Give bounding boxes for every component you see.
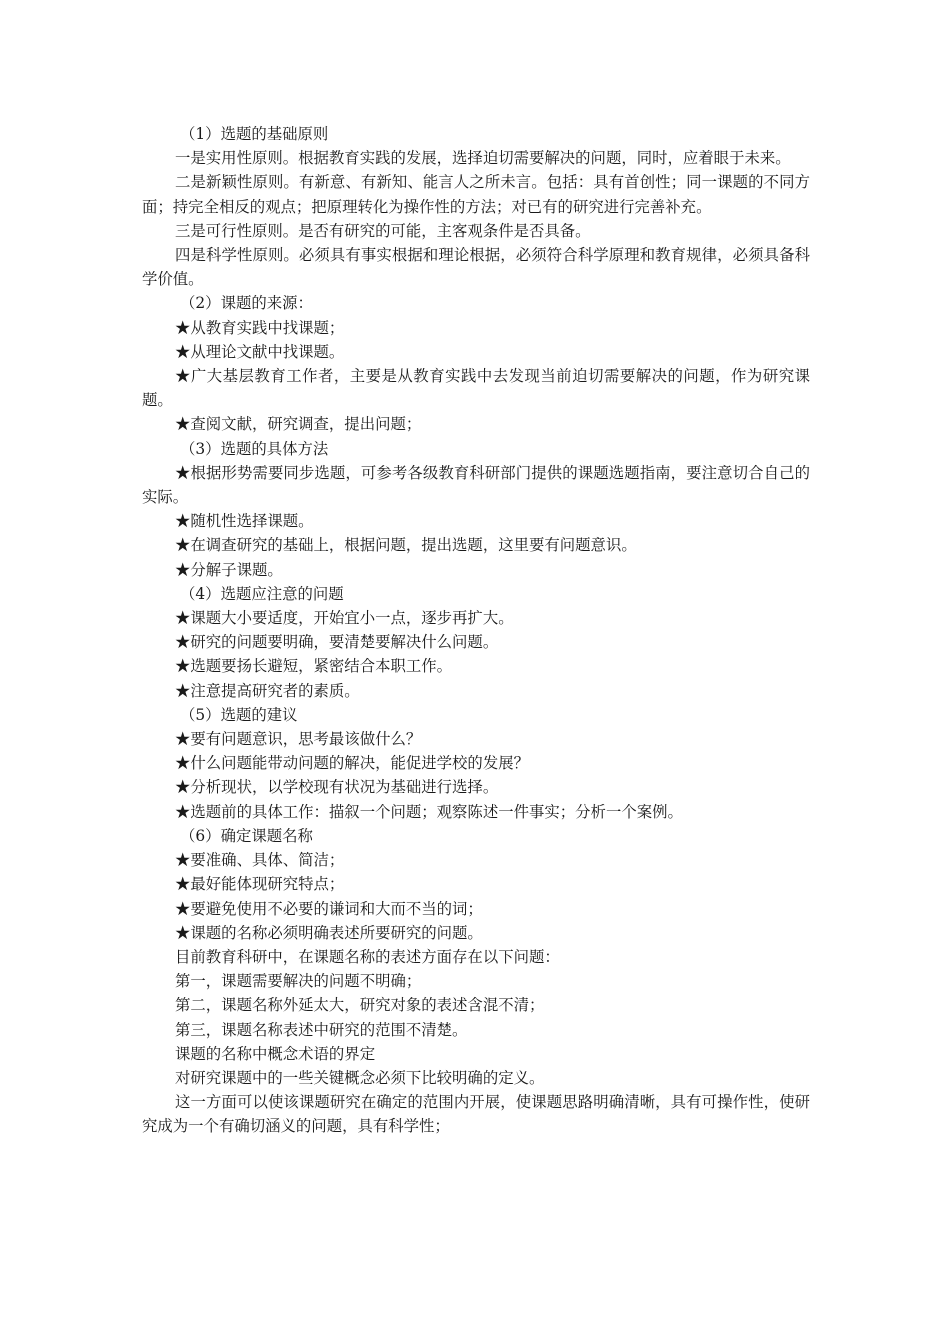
body-paragraph: ★选题前的具体工作：描叙一个问题；观察陈述一件事实；分析一个案例。 [175,802,683,821]
body-paragraph: ★注意提高研究者的素质。 [175,681,360,700]
body-paragraph: ★要准确、具体、简洁； [175,851,345,870]
body-paragraph: 课题的名称中概念术语的界定 [175,1044,376,1063]
body-paragraph: ★要有问题意识，思考最该做什么？ [175,730,422,749]
document-body [142,122,810,1139]
body-paragraph: ★随机性选择课题。 [175,512,314,531]
body-paragraph: ★分析现状，以学校现有状况为基础进行选择。 [175,778,499,797]
body-paragraph: ★根据形势需要同步选题，可参考各级教育科研部门提供的课题选题指南，要注意切合自己的实际。 [142,463,810,507]
body-paragraph: ★研究的问题要明确，要清楚要解决什么问题。 [175,633,499,652]
body-paragraph: ★广大基层教育工作者，主要是从教育实践中去发现当前迫切需要解决的问题，作为研究课题。 [142,367,810,410]
section-heading: （6）确定课题名称 [180,826,313,845]
body-paragraph: ★在调查研究的基础上，根据问题，提出选题，这里要有问题意识。 [175,536,637,555]
section-heading: （3）选题的具体方法 [180,439,329,458]
body-paragraph: 第一，课题需要解决的问题不明确； [175,972,422,991]
section-heading: （4）选题应注意的问题 [180,584,344,603]
body-paragraph: 第三，课题名称表述中研究的范围不清楚。 [175,1020,468,1039]
body-paragraph: ★从教育实践中找课题； [175,318,345,337]
body-paragraph: ★课题大小要适度，开始宜小一点，逐步再扩大。 [175,609,514,628]
body-paragraph: ★选题要扬长避短，紧密结合本职工作。 [175,657,453,676]
body-paragraph: 一是实用性原则。根据教育实践的发展，选择迫切需要解决的问题，同时，应着眼于未来。 [175,149,791,168]
body-paragraph: 对研究课题中的一些关键概念必须下比较明确的定义。 [175,1068,545,1087]
body-paragraph: ★查阅文献，研究调查，提出问题； [175,415,422,434]
body-paragraph: ★要避免使用不必要的谦词和大而不当的词； [175,899,483,918]
body-paragraph: 这一方面可以使该课题研究在确定的范围内开展，使课题思路明确清晰，具有可操作性，使研究成为一个有确切涵义的问题，具有科学性； [142,1093,810,1136]
section-heading: （1）选题的基础原则 [180,125,329,143]
section-heading: （2）课题的来源： [180,294,313,313]
body-paragraph: ★什么问题能带动问题的解决，能促进学校的发展？ [175,754,529,773]
body-paragraph: ★课题的名称必须明确表述所要研究的问题。 [175,923,483,942]
section-heading: （5）选题的建议 [180,705,298,724]
body-paragraph: 三是可行性原则。是否有研究的可能，主客观条件是否具备。 [175,221,591,240]
document-page [142,122,810,1139]
body-paragraph: 第二，课题名称外延太大，研究对象的表述含混不清； [175,996,545,1015]
body-paragraph: 四是科学性原则。必须具有事实根据和理论根据，必须符合科学原理和教育规律，必须具备科学价值。 [142,246,810,289]
body-paragraph: ★分解子课题。 [175,560,283,579]
body-paragraph: ★从理论文献中找课题。 [175,342,345,361]
body-paragraph: ★最好能体现研究特点； [175,875,345,894]
body-paragraph: 目前教育科研中，在课题名称的表述方面存在以下问题： [175,947,560,966]
body-paragraph: 二是新颖性原则。有新意、有新知、能言人之所未言。包括：具有首创性；同一课题的不同方面；持完全相反的观点；把原理转化为操作性的方法；对已有的研究进行完善补充。 [142,173,810,216]
